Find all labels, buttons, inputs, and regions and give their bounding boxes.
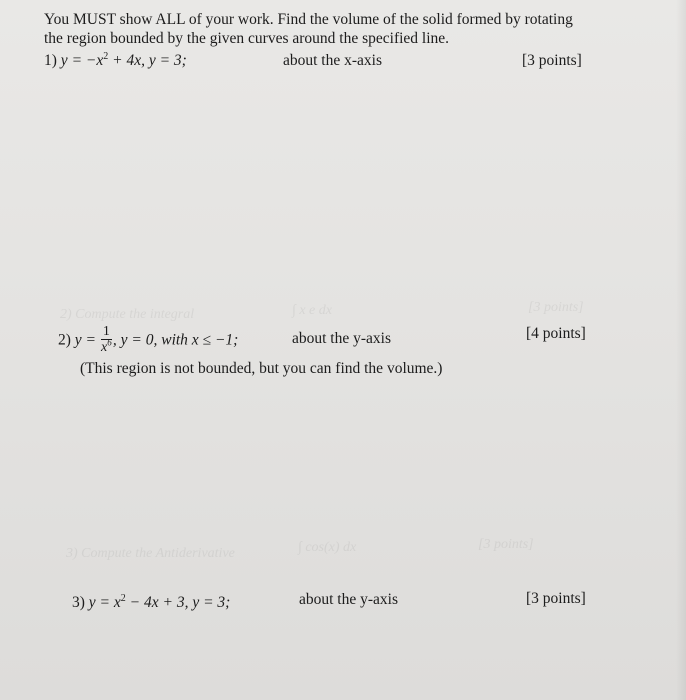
- problem-1-points: [3 points]: [522, 52, 582, 69]
- bleed-through-text-1: 2) Compute the integral: [60, 307, 195, 322]
- problem-3-eq-exp: 2: [120, 592, 126, 604]
- instructions: [44, 10, 644, 48]
- problem-2-frac-exp: 6: [107, 337, 112, 348]
- problem-2-eq-y: y =: [74, 331, 97, 349]
- bleed-through-text-2: ∫ x e dx: [292, 303, 332, 318]
- problem-3-eq-y: y = x: [88, 594, 121, 611]
- problem-3-number: 3): [72, 594, 85, 611]
- bleed-through-text-6: [3 points]: [478, 537, 534, 552]
- problem-2-eq-rest: , y = 0, with x ≤ −1;: [112, 331, 239, 349]
- problem-2-note-part-a: (This region is not bounded,: [80, 360, 260, 377]
- bleed-through-text-5: ∫ cos(x) dx: [298, 540, 357, 555]
- instructions-line-2: the region bounded by the given curves around the specified line.: [44, 30, 450, 47]
- problem-1-eq-rest: + 4x, y = 3;: [108, 52, 187, 69]
- problem-2-equation: [58, 326, 238, 356]
- bleed-through-text-4: 3) Compute the Antiderivative: [66, 546, 235, 561]
- page-shadow-edge: [676, 0, 686, 700]
- problem-2-axis: about the y-axis: [292, 330, 392, 347]
- problem-2-frac-denominator: [101, 337, 112, 355]
- problem-3-equation: [72, 594, 230, 612]
- problem-3-eq-rest: − 4x + 3, y = 3;: [125, 594, 231, 611]
- problem-1-number: 1): [44, 52, 57, 69]
- problem-2-points: [4 points]: [526, 325, 586, 342]
- problem-1-equation: [44, 52, 187, 70]
- problem-3-points: [3 points]: [526, 590, 586, 607]
- problem-1-eq-y: y: [60, 52, 68, 69]
- problem-2-fraction: [101, 325, 112, 355]
- problem-2-frac-base: x: [101, 340, 108, 355]
- problem-2-number: 2): [58, 331, 71, 349]
- problem-3-axis: about the y-axis: [299, 591, 399, 608]
- problem-1-axis: about the x-axis: [283, 52, 383, 69]
- instructions-line-1: You MUST show ALL of your work. Find the volume of the solid formed by rotating: [44, 11, 573, 28]
- problem-2-note-part-b: but you can find the volume.): [259, 360, 443, 377]
- problem-2-frac-numerator: 1: [102, 324, 110, 339]
- problem-1-eq-exp: 2: [103, 50, 109, 62]
- bleed-through-text-3: [3 points]: [528, 300, 584, 315]
- problem-2-note: [80, 360, 442, 378]
- problem-1-eq-mid: = −x: [67, 52, 104, 69]
